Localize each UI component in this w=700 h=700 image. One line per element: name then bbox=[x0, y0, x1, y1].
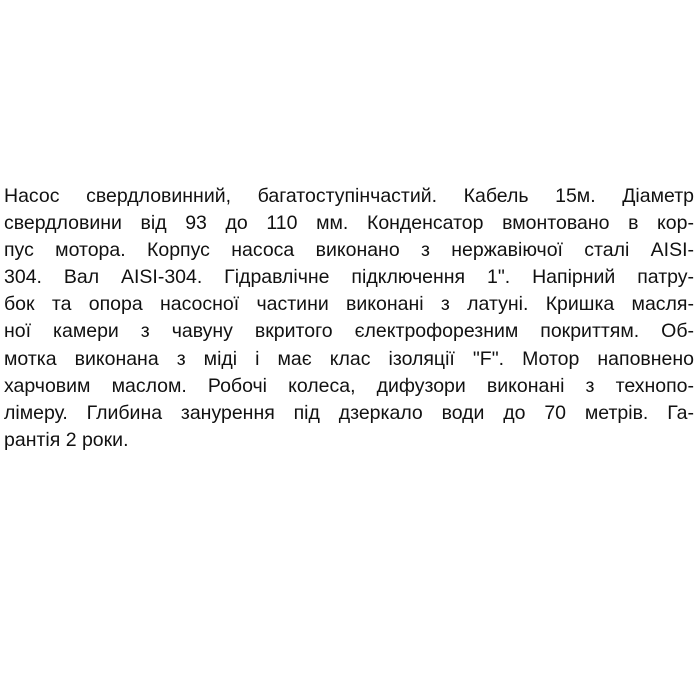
description-line-6: ної камери з чавуну вкритого єлектрофорезним покриттям. Об- bbox=[4, 320, 694, 343]
description-line-2: свердловини від 93 до 110 мм. Конденсатор вмонтовано в кор- bbox=[4, 212, 694, 235]
description-line-3: пус мотора. Корпус насоса виконано з нержавіючої сталі AISI- bbox=[4, 239, 694, 262]
description-line-8: харчовим маслом. Робочі колеса, дифузори виконані з технопо- bbox=[4, 374, 694, 397]
description-line-9: лімеру. Глибина занурення під дзеркало води до 70 метрів. Га- bbox=[4, 401, 694, 424]
description-line-5: бок та опора насосної частини виконані з латуні. Кришка масля- bbox=[4, 293, 694, 316]
description-line-10: рантія 2 роки. bbox=[4, 428, 129, 451]
description-line-1: Насос свердловинний, багатоступінчастий. Кабель 15м. Діаметр bbox=[4, 185, 694, 207]
product-description bbox=[4, 183, 694, 454]
description-line-4: 304. Вал AISI-304. Гідравлічне підключення 1". Напірний патру- bbox=[4, 266, 694, 289]
description-line-7: мотка виконана з міді і має клас ізоляції "F". Мотор наповнено bbox=[4, 347, 694, 370]
